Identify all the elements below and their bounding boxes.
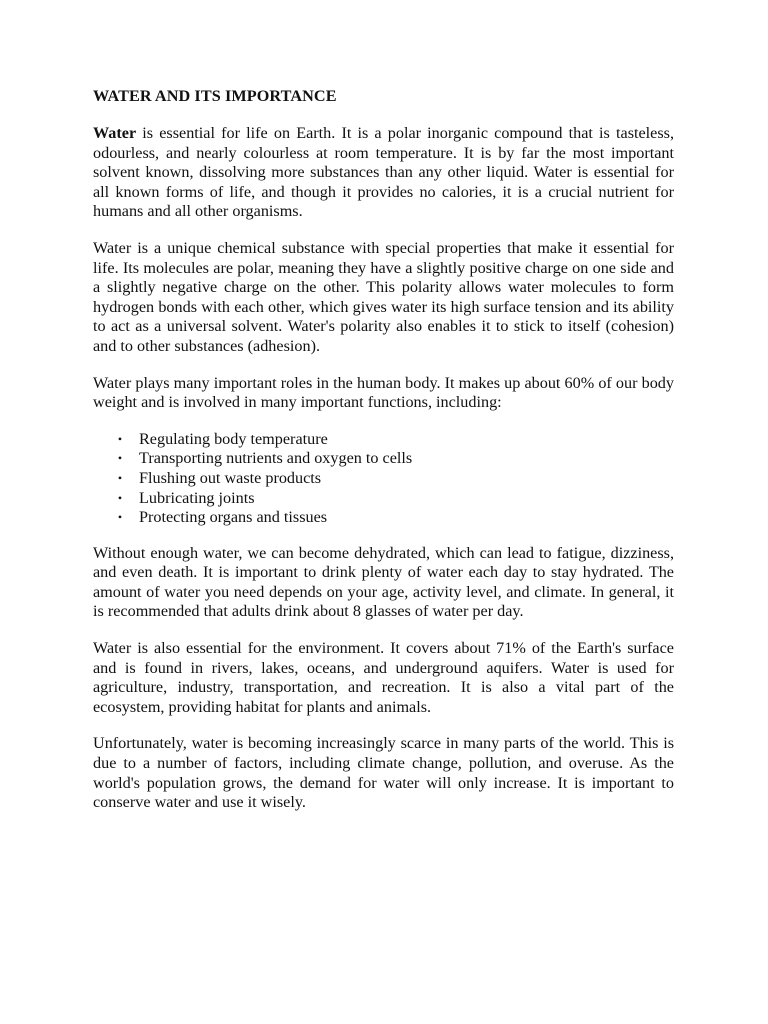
dehydration-paragraph: Without enough water, we can become dehydrated, which can lead to fatigue, dizziness, and even death. It is important to drink plenty of water each day to stay hydrated. The amount of water you need depends on your age, activity level, and climate. In general, it is recommended that adults drink about 8 glasses of water per day. — [93, 543, 674, 621]
polarity-paragraph: Water is a unique chemical substance with special properties that make it essential for life. Its molecules are polar, meaning they have a slightly positive charge on one side and a slightly negative charge on the other. This polarity allows water molecules to form hydrogen bonds with each other, which gives water its high surface tension and its ability to act as a universal solvent. Water's polarity also enables it to stick to itself (cohesion) and to other substances (adhesion). — [93, 238, 674, 355]
environment-paragraph: Water is also essential for the environment. It covers about 71% of the Earth's surface and is found in rivers, lakes, oceans, and underground aquifers. Water is used for agriculture, industry, transportation, and recreation. It is also a vital part of the ecosystem, providing habitat for plants and animals. — [93, 639, 674, 716]
bullet-icon: • — [117, 431, 123, 446]
list-item-text: Transporting nutrients and oxygen to cells — [139, 449, 413, 468]
list-item — [93, 449, 674, 469]
list-item-text: Flushing out waste products — [139, 468, 322, 487]
human-body-paragraph: Water plays many important roles in the human body. It makes up about 60% of our body weight and is involved in many important functions, including: — [93, 373, 674, 412]
list-item — [93, 469, 674, 489]
document-title: WATER AND ITS IMPORTANCE — [93, 87, 337, 105]
bullet-icon: • — [117, 470, 123, 485]
intro-paragraph — [93, 124, 674, 222]
list-item — [93, 489, 674, 509]
list-item-text: Regulating body temperature — [139, 429, 328, 448]
list-item-text: Protecting organs and tissues — [139, 508, 328, 527]
bullet-icon: • — [117, 510, 123, 525]
intro-lead-word: Water — [93, 124, 137, 142]
intro-paragraph-text: is essential for life on Earth. It is a polar inorganic compound that is tasteless, odourless, and nearly colourless at room temperature. It is by far the most important solvent known, dissolving more substances than any other liquid. Water is essential for all known forms of life, and though it provides no calories, it is a crucial nutrient for humans and all other organisms. — [93, 124, 674, 221]
functions-list — [93, 430, 674, 528]
scarcity-paragraph: Unfortunately, water is becoming increasingly scarce in many parts of the world. This is due to a number of factors, including climate change, pollution, and overuse. As the world's population grows, the demand for water will only increase. It is important to conserve water and use it wisely. — [93, 734, 674, 812]
list-item — [93, 508, 674, 528]
list-item — [93, 430, 674, 450]
list-item-text: Lubricating joints — [139, 488, 255, 507]
bullet-icon: • — [117, 451, 123, 466]
bullet-icon: • — [117, 490, 123, 505]
